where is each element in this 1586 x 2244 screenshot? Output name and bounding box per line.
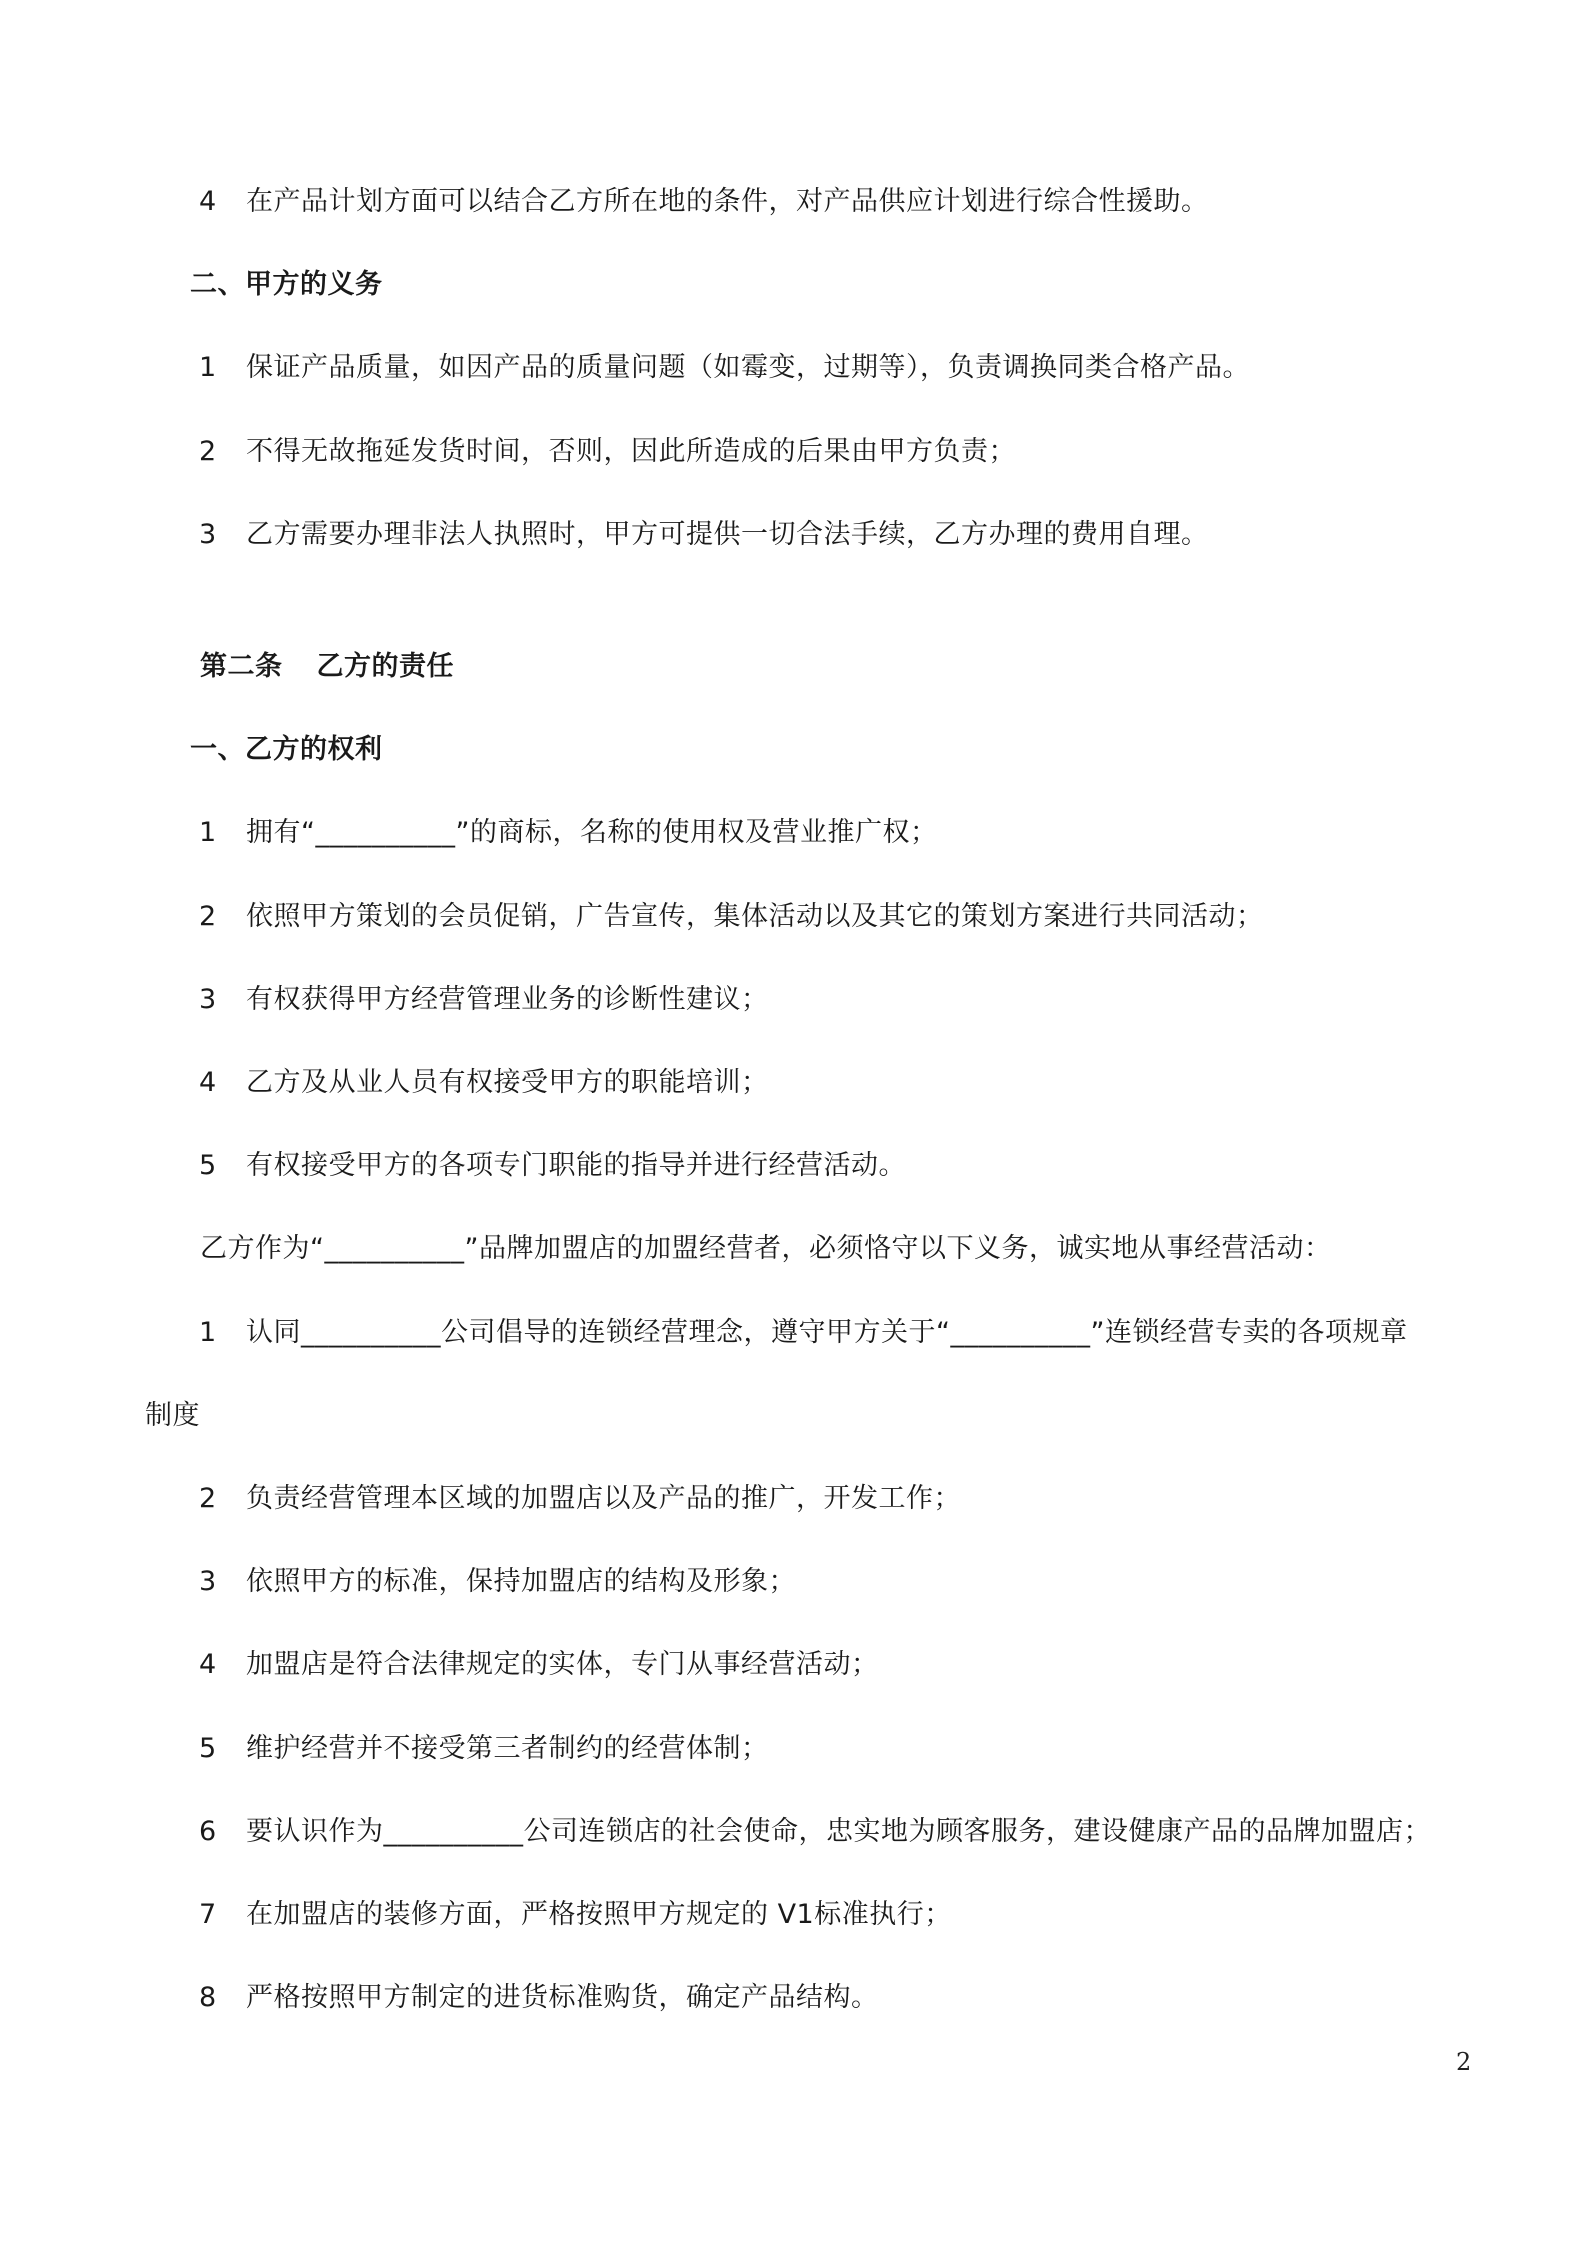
item-number: 1 — [199, 1317, 217, 1348]
item-number: 5 — [199, 1150, 217, 1181]
item-text: 依照甲方的标准，保持加盟店的结构及形象； — [246, 1566, 796, 1597]
item-number: 6 — [199, 1816, 217, 1847]
article-number: 第二条 — [200, 651, 283, 682]
item-text: 不得无故拖延发货时间，否则，因此所造成的后果由甲方负责； — [246, 436, 1016, 467]
heading-text: 一、乙方的权利 — [190, 734, 383, 765]
item-number: 7 — [199, 1899, 217, 1930]
item-text: 拥有“__________”的商标，名称的使用权及营业推广权； — [246, 817, 938, 848]
item-text: 在产品计划方面可以结合乙方所在地的条件，对产品供应计划进行综合性援助。 — [246, 186, 1209, 217]
item-text: 严格按照甲方制定的进货标准购货，确定产品结构。 — [246, 1982, 879, 2013]
item-number: 3 — [199, 1566, 217, 1597]
item-text: 保证产品质量，如因产品的质量问题（如霉变，过期等），负责调换同类合格产品。 — [246, 352, 1250, 383]
item-text: 有权获得甲方经营管理业务的诊断性建议； — [246, 984, 769, 1015]
item-number: 5 — [199, 1733, 217, 1764]
item-text: 乙方及从业人员有权接受甲方的职能培训； — [246, 1067, 769, 1098]
item-text: 加盟店是符合法律规定的实体，专门从事经营活动； — [246, 1649, 879, 1680]
item-text: 乙方需要办理非法人执照时，甲方可提供一切合法手续，乙方办理的费用自理。 — [246, 519, 1209, 550]
page-number: 2 — [1456, 2048, 1472, 2076]
item-text: 维护经营并不接受第三者制约的经营体制； — [246, 1733, 769, 1764]
item-number: 2 — [199, 901, 217, 932]
item-text: 在加盟店的装修方面，严格按照甲方规定的 V1标准执行； — [246, 1899, 952, 1930]
item-number: 1 — [199, 817, 217, 848]
item-text: 依照甲方策划的会员促销，广告宣传，集体活动以及其它的策划方案进行共同活动； — [246, 901, 1264, 932]
item-number: 4 — [199, 186, 217, 217]
item-number: 4 — [199, 1067, 217, 1098]
item-number: 3 — [199, 519, 217, 550]
item-number: 2 — [199, 436, 217, 467]
item-number: 1 — [199, 352, 217, 383]
article-title: 乙方的责任 — [316, 651, 454, 682]
item-text: 认同__________公司倡导的连锁经营理念，遵守甲方关于“__________”连锁经营专卖的各项规章 — [246, 1317, 1408, 1348]
item-text: 有权接受甲方的各项专门职能的指导并进行经营活动。 — [246, 1150, 906, 1181]
heading-text: 二、甲方的义务 — [190, 269, 383, 300]
paragraph-text: 乙方作为“__________”品牌加盟店的加盟经营者，必须恪守以下义务，诚实地从事经营活动： — [200, 1233, 1332, 1264]
item-number: 8 — [199, 1982, 217, 2013]
item-number: 4 — [199, 1649, 217, 1680]
item-number: 3 — [199, 984, 217, 1015]
item-text: 要认识作为__________公司连锁店的社会使命，忠实地为顾客服务，建设健康产品的品牌加盟店； — [246, 1816, 1431, 1847]
item-text: 负责经营管理本区域的加盟店以及产品的推广，开发工作； — [246, 1483, 961, 1514]
continuation-text: 制度 — [145, 1400, 200, 1431]
item-number: 2 — [199, 1483, 217, 1514]
